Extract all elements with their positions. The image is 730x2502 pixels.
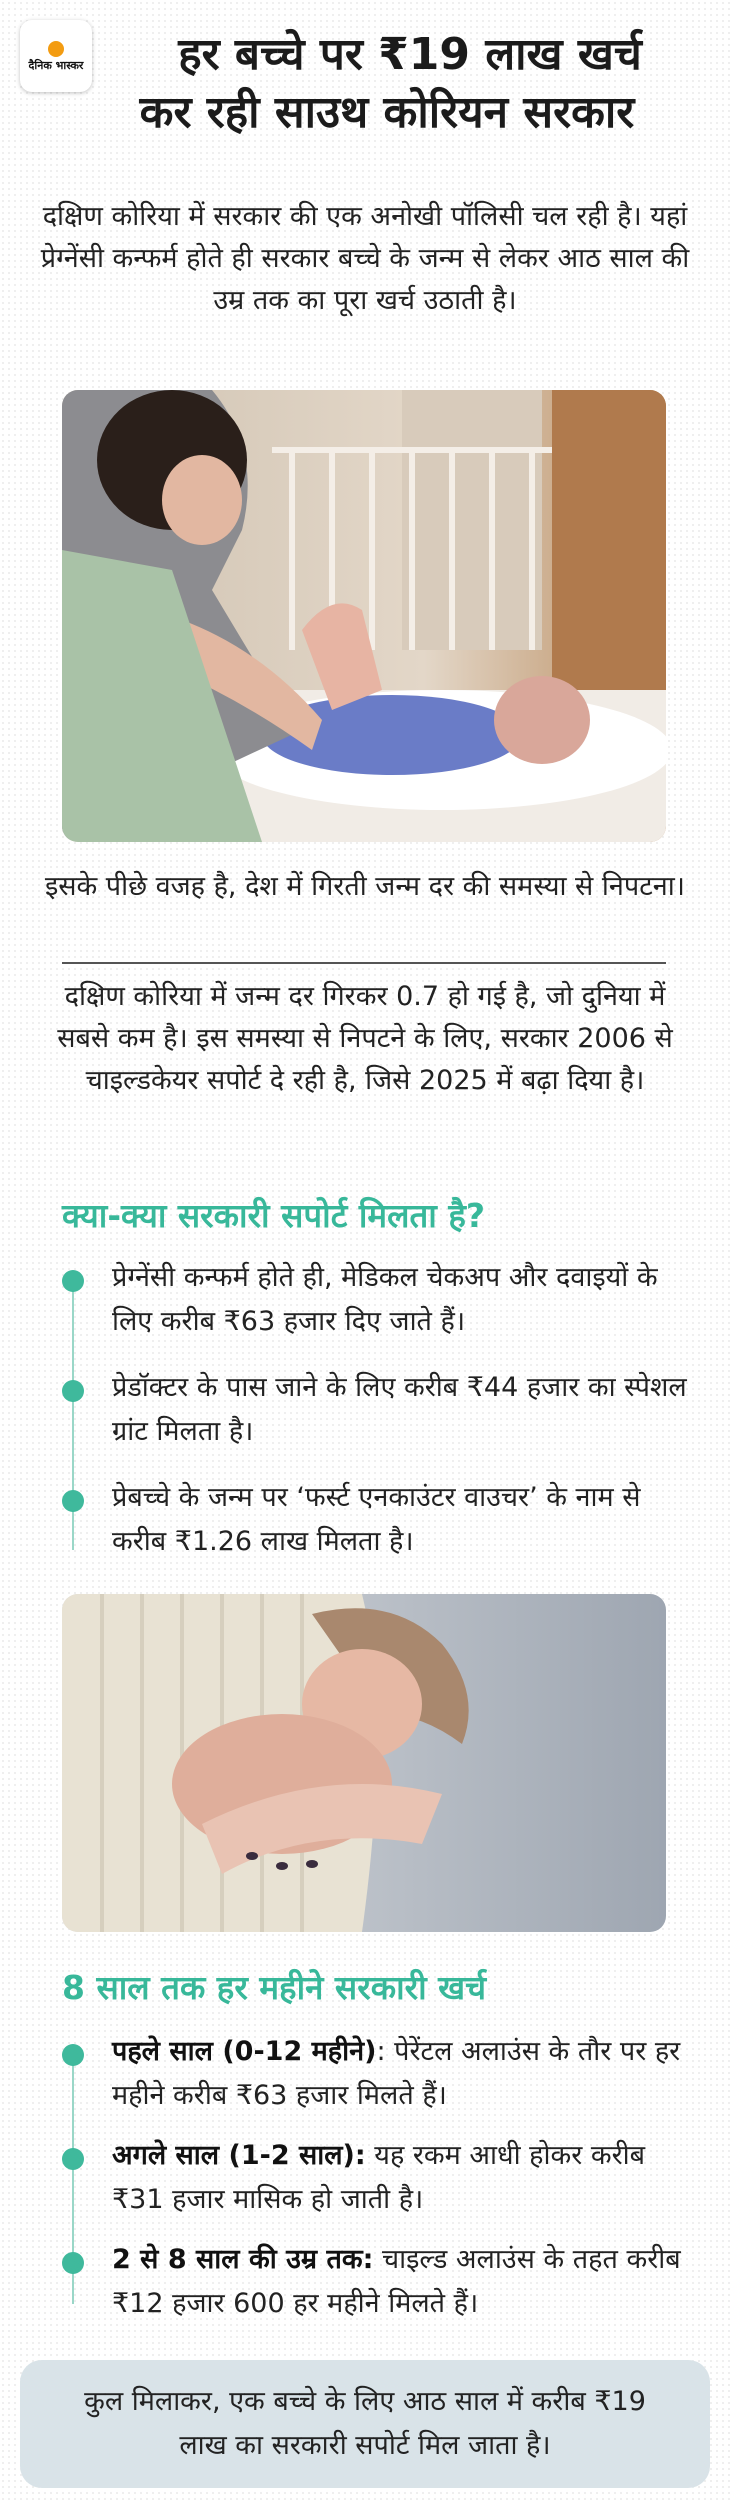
summary-box [20,2360,710,2488]
list-item-label: अगले साल (1-2 साल): [112,2140,366,2171]
bullet-dot [62,1270,84,1292]
bullet-dot [62,2148,84,2170]
monthly-heading: 8 साल तक हर महीने सरकारी खर्च [62,1968,487,2007]
list-item-detail: चाइल्ड अलाउंस के तहत करीब ₹12 हजार 600 हर महीने मिलते हैं। [112,2244,681,2319]
title-line-2: कर रही साउथ कोरियन सरकार [139,87,635,138]
support-list [62,1256,687,1576]
section-divider [62,962,666,964]
summary-text: कुल मिलाकर, एक बच्चे के लिए आठ साल में करीब ₹19 लाख का सरकारी सपोर्ट मिल जाता है। [84,2386,646,2461]
page-title [62,26,712,142]
list-item-text: प्रेग्नेंसी कन्फर्म होते ही, मेडिकल चेकअप और दवाइयों के लिए करीब ₹63 हजार दिए जाते हैं। [112,1262,658,1337]
list-item-label: पहले साल (0-12 महीने) [112,2036,377,2067]
logo-text: दैनिक भास्कर [28,58,84,72]
list-item-text: प्रेडॉक्टर के पास जाने के लिए करीब ₹44 हजार का स्पेशल ग्रांट मिलता है। [112,1372,687,1447]
list-item-detail: यह रकम आधी होकर करीब ₹31 हजार मासिक हो जाती है। [112,2140,646,2215]
bullet-dot [62,2252,84,2274]
list-item-text: प्रेबच्चे के जन्म पर ‘फर्स्ट एनकाउंटर वाउचर’ के नाम से करीब ₹1.26 लाख मिलता है। [112,1482,641,1557]
monthly-list [62,2030,682,2350]
intro-text: दक्षिण कोरिया में सरकार की एक अनोखी पॉलिसी चल रही है। यहां प्रेग्नेंसी कन्फर्म होते ही सरकार बच्चे के जन्म से लेकर आठ साल की उम्र तक का पूरा खर्च उठाती है। [40,201,690,316]
photo-holding-baby [62,1594,666,1932]
list-item-detail: : पेरेंटल अलाउंस के तौर पर हर महीने करीब ₹63 हजार मिलते हैं। [112,2036,681,2111]
list-item-text [112,2030,692,2118]
reason-text: इसके पीछे वजह है, देश में गिरती जन्म दर की समस्या से निपटना। [44,871,686,902]
bullet-dot [62,1490,84,1512]
title-line-1: हर बच्चे पर ₹19 लाख खर्च [178,29,642,80]
details-text: दक्षिण कोरिया में जन्म दर गिरकर 0.7 हो गई है, जो दुनिया में सबसे कम है। इस समस्या से निपटने के लिए, सरकार 2006 से चाइल्डकेयर सपोर्ट दे रही है, जिसे 2025 में बढ़ा दिया है। [57,981,673,1096]
list-item-text [112,2134,692,2222]
bullet-dot [62,2044,84,2066]
list-item-label: 2 से 8 साल की उम्र तक: [112,2244,374,2275]
list-item-text [112,2238,692,2326]
photo-mother-newborn [62,390,666,842]
bullet-dot [62,1380,84,1402]
support-heading: क्या-क्या सरकारी सपोर्ट मिलता है? [62,1196,485,1235]
